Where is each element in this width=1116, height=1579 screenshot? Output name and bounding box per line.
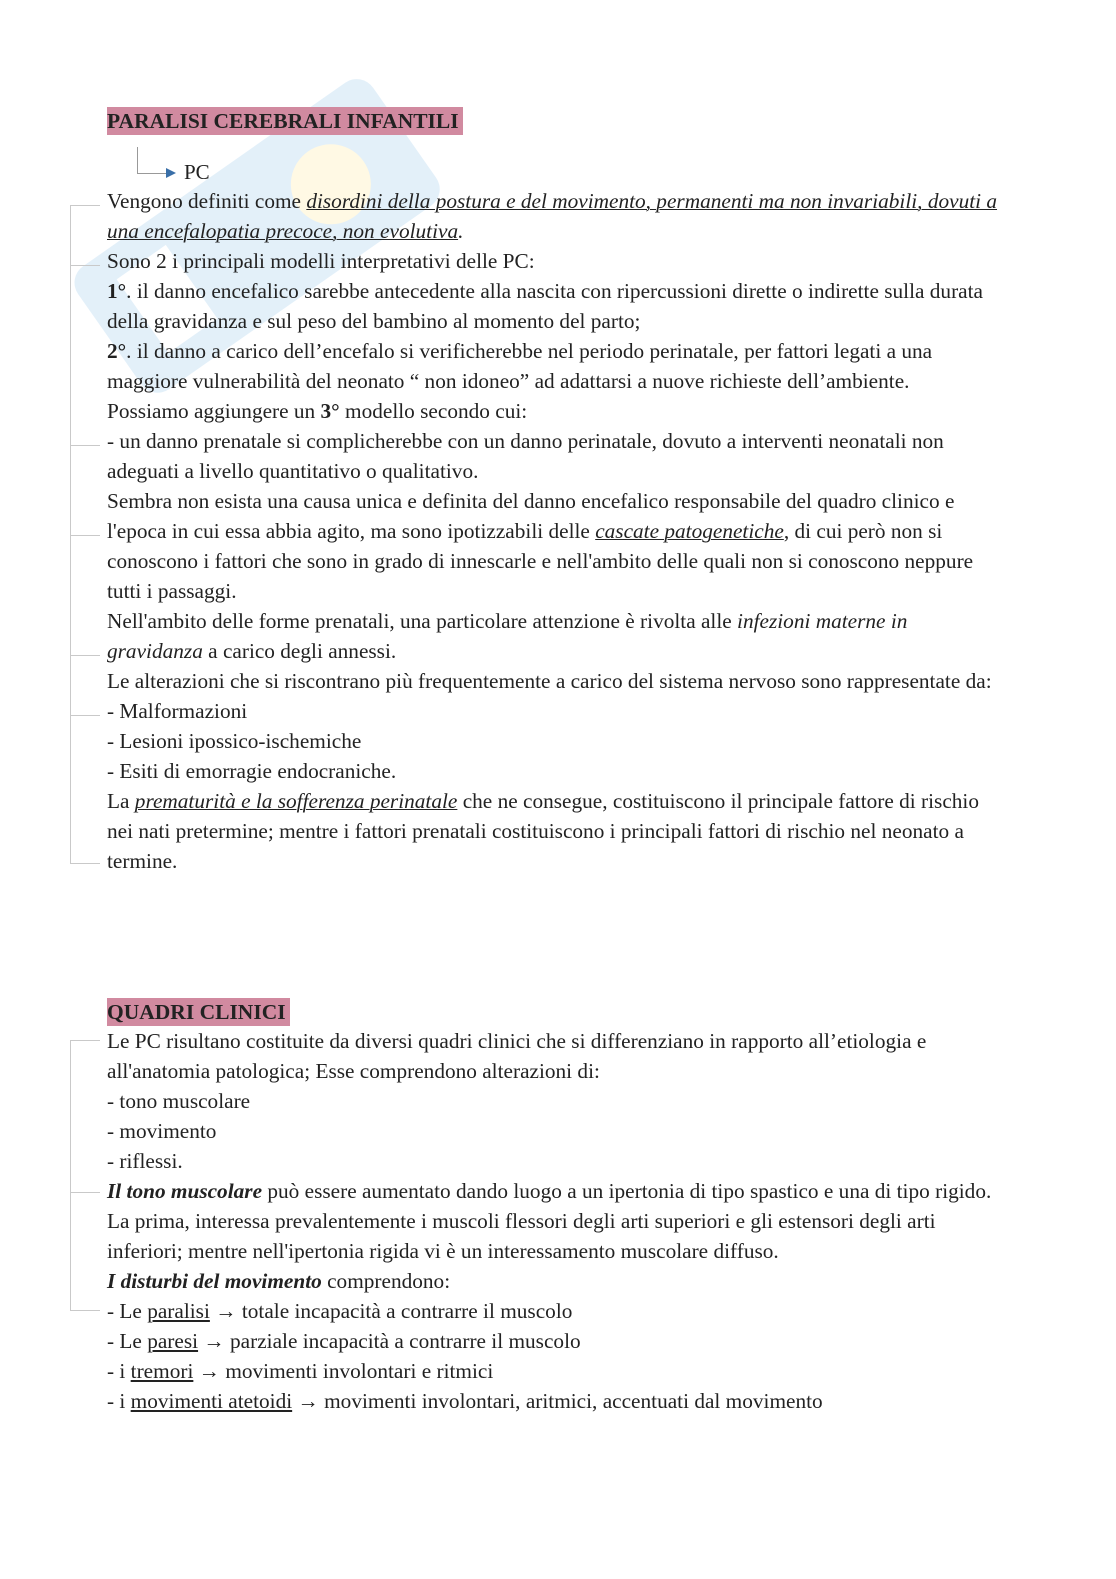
text: Nell'ambito delle forme prenatali, una particolare attenzione è rivolta alle xyxy=(107,609,738,633)
outline-tick xyxy=(70,265,100,266)
text: - Le xyxy=(107,1299,148,1323)
outline-tick xyxy=(70,1192,100,1193)
number: 1° xyxy=(107,279,127,303)
list-item: - Lesioni ipossico-ischemiche xyxy=(107,729,362,753)
paragraph xyxy=(107,786,1007,876)
text: Possiamo aggiungere un xyxy=(107,399,321,423)
emphasis: infezioni materne in gravidanza xyxy=(107,609,908,663)
text: totale incapacità a contrarre il muscolo xyxy=(241,1299,573,1323)
section2-body xyxy=(107,1026,1007,1416)
outline-tick xyxy=(70,1040,100,1041)
list-item: - riflessi. xyxy=(107,1149,183,1173)
paragraph: Sono 2 i principali modelli interpretativi delle PC: xyxy=(107,249,535,273)
number: 3° xyxy=(320,399,340,423)
bold-emphasis: Il tono muscolare xyxy=(107,1179,263,1203)
list-item: - movimento xyxy=(107,1119,217,1143)
arrow-right-icon xyxy=(166,168,176,178)
paragraph xyxy=(107,486,1007,606)
emphasis: disordini della postura e del movimento, permanenti ma non invariabili, dovuti a una encefalopatia precoce, non evolutiva xyxy=(107,189,998,243)
emphasis: cascate patogenetiche xyxy=(595,519,784,543)
outline-tick xyxy=(70,1310,100,1311)
bold-emphasis: I disturbi del movimento xyxy=(107,1269,322,1293)
outline-tick xyxy=(70,863,100,864)
emphasis: prematurità e la sofferenza perinatale xyxy=(134,789,458,813)
text: . xyxy=(458,219,464,243)
outline-connector xyxy=(70,1040,71,1310)
pc-branch-line xyxy=(137,147,138,173)
list-item xyxy=(107,1386,1007,1416)
list-item: - Malformazioni xyxy=(107,699,248,723)
paragraph xyxy=(107,1266,1007,1296)
text: parziale incapacità a contrarre il muscolo xyxy=(230,1329,581,1353)
outline-tick xyxy=(70,445,100,446)
paragraph xyxy=(107,606,1007,666)
text: può essere aumentato dando luogo a un ipertonia di tipo spastico e una di tipo rigido. La prima, interessa prevalentemente i muscoli flessori degli arti superiori e gli estensori degli arti inferiori; mentre nell'ipertonia rigida vi è un interessamento muscolare diffuso. xyxy=(107,1179,992,1263)
number: 2° xyxy=(107,339,127,363)
text: - i xyxy=(107,1359,131,1383)
text: - i xyxy=(107,1389,131,1413)
arrow-right-icon: → xyxy=(209,1299,242,1323)
term: movimenti atetoidi xyxy=(130,1389,293,1413)
text: . il danno a carico dell’encefalo si verificherebbe nel periodo perinatale, per fattori legati a una maggiore vulnerabilità del neonato “ non idoneo” ad adattarsi a nuove richieste dell’ambiente. xyxy=(107,339,933,393)
text: movimenti involontari e ritmici xyxy=(225,1359,494,1383)
outline-tick xyxy=(70,655,100,656)
text: - Le xyxy=(107,1329,148,1353)
arrow-right-icon: → xyxy=(292,1389,325,1413)
paragraph xyxy=(107,276,1007,336)
term: tremori xyxy=(130,1359,194,1383)
text: che ne consegue, costituiscono il principale fattore di rischio nei nati pretermine; mentre i fattori prenatali costituiscono i principali fattori di rischio nel neonato a termine. xyxy=(107,789,979,873)
paragraph xyxy=(107,186,1007,246)
list-item: - tono muscolare xyxy=(107,1089,251,1113)
paragraph xyxy=(107,396,1007,426)
text: Sembra non esista una causa unica e definita del danno encefalico responsabile del quadro clinico e l'epoca in cui essa abbia agito, ma sono ipotizzabili delle xyxy=(107,489,955,543)
text: movimenti involontari, aritmici, accentuati dal movimento xyxy=(324,1389,823,1413)
list-item xyxy=(107,1356,1007,1386)
list-item xyxy=(107,1326,1007,1356)
list-item: - Esiti di emorragie endocraniche. xyxy=(107,759,397,783)
text: a carico degli annessi. xyxy=(202,639,397,663)
text: comprendono: xyxy=(321,1269,451,1293)
arrow-right-icon: → xyxy=(198,1329,231,1353)
list-item xyxy=(107,1296,1007,1326)
term: paralisi xyxy=(147,1299,210,1323)
outline-tick xyxy=(70,205,100,206)
section-heading: PARALISI CEREBRALI INFANTILI xyxy=(107,107,463,135)
paragraph: - un danno prenatale si complicherebbe con un danno perinatale, dovuto a interventi neonatali non adeguati a livello quantitativo o qualitativo. xyxy=(107,429,944,483)
text: Vengono definiti come xyxy=(107,189,307,213)
text: . il danno encefalico sarebbe antecedente alla nascita con ripercussioni dirette o indirette sulla durata della gravidanza e sul peso del bambino al momento del parto; xyxy=(107,279,983,333)
paragraph: Le PC risultano costituite da diversi quadri clinici che si differenziano in rapporto all’etiologia e all'anatomia patologica; Esse comprendono alterazioni di: xyxy=(107,1029,927,1083)
pc-label: PC xyxy=(184,160,210,184)
text: , di cui però non si conoscono i fattori che sono in grado di innescarle e nell'ambito delle quali non si conoscono neppure tutti i passaggi. xyxy=(107,519,974,603)
section-heading: QUADRI CLINICI xyxy=(107,998,290,1026)
paragraph xyxy=(107,1176,1007,1266)
pc-branch-line xyxy=(137,173,167,174)
paragraph xyxy=(107,336,1007,396)
text: La xyxy=(107,789,135,813)
outline-tick xyxy=(70,715,100,716)
paragraph: Le alterazioni che si riscontrano più frequentemente a carico del sistema nervoso sono rappresentate da: xyxy=(107,669,992,693)
section1-body xyxy=(107,186,1007,876)
outline-connector xyxy=(70,205,71,863)
outline-tick xyxy=(70,535,100,536)
term: paresi xyxy=(147,1329,199,1353)
arrow-right-icon: → xyxy=(193,1359,226,1383)
text: modello secondo cui: xyxy=(339,399,528,423)
